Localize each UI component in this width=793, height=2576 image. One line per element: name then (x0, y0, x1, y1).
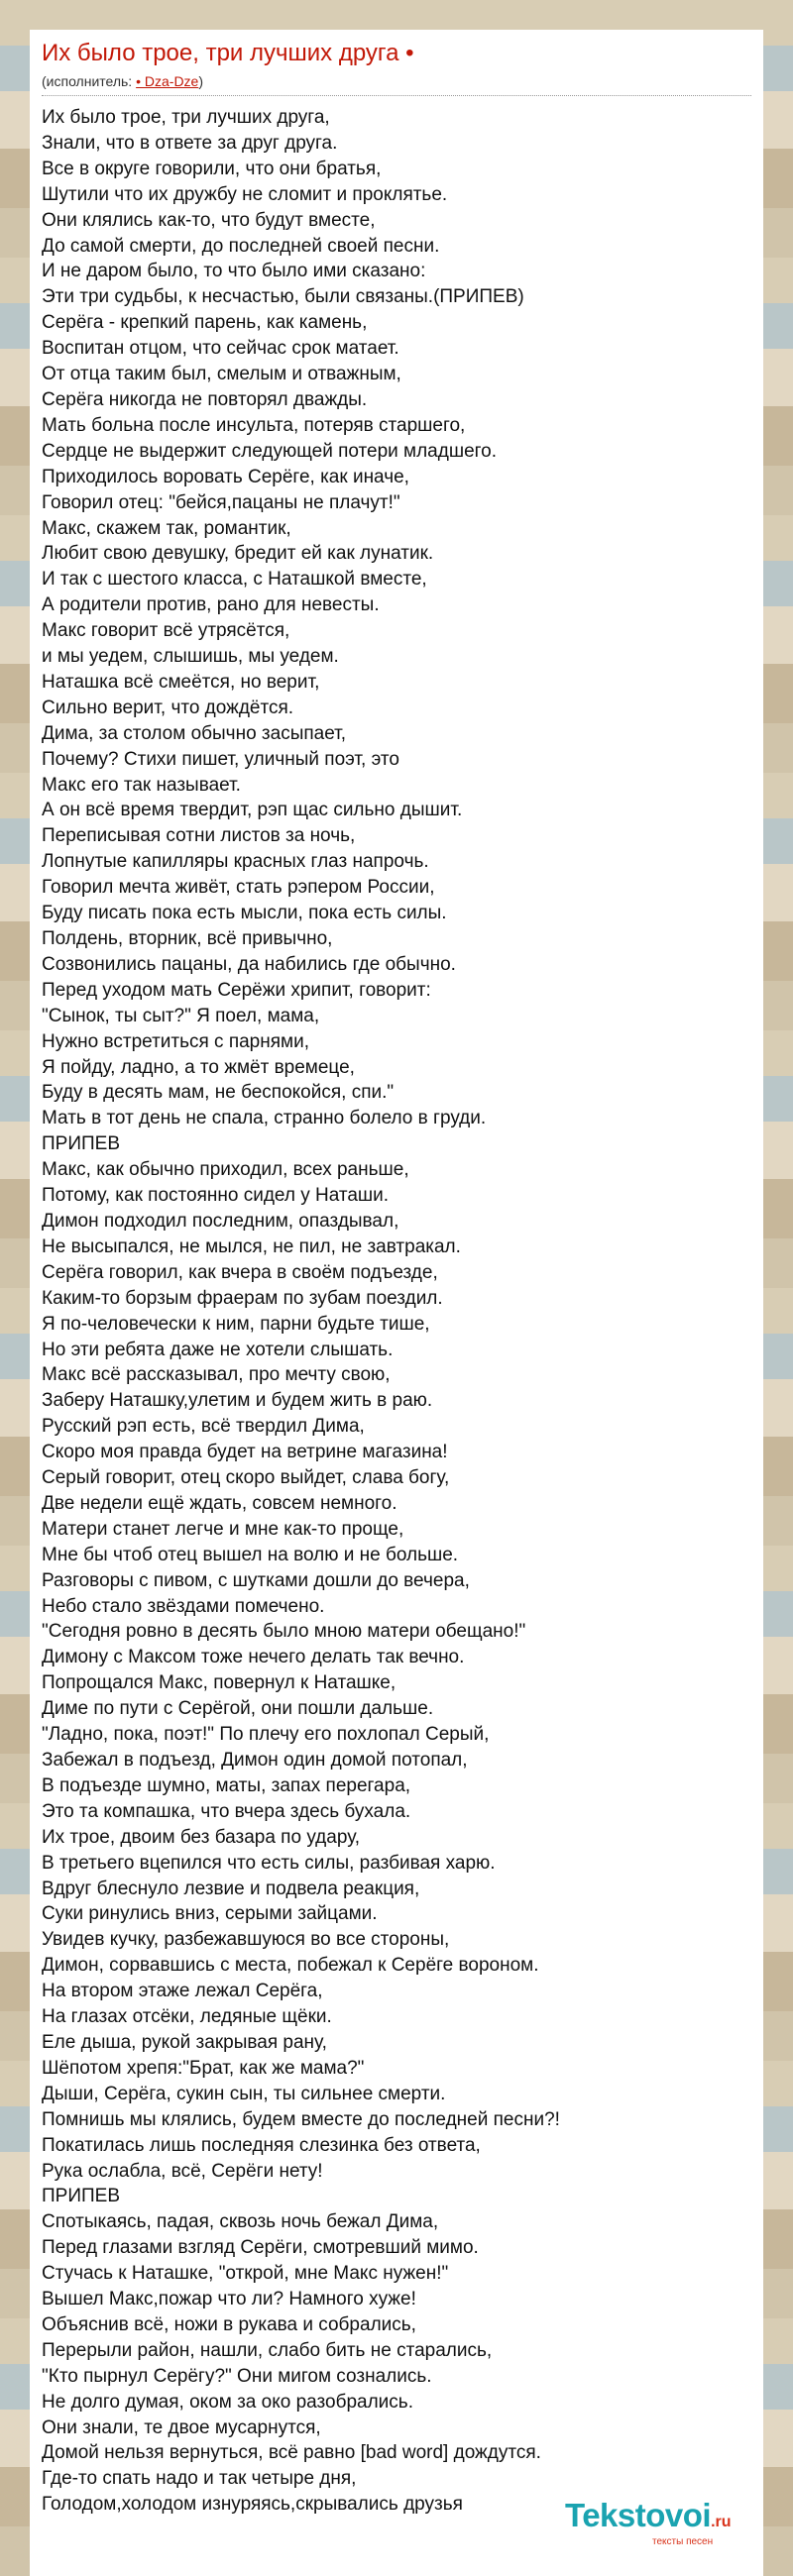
lyric-line: Их трое, двоим без базара по удару, (42, 1826, 361, 1848)
lyric-line: А родители против, рано для невесты. (42, 594, 380, 616)
lyric-line: Вышел Макс,пожар что ли? Намного хуже! (42, 2289, 416, 2310)
lyric-line: Говорил мечта живёт, стать рэпером России, (42, 877, 435, 899)
lyric-line: Полдень, вторник, всё привычно, (42, 928, 333, 949)
lyric-line: Забежал в подъезд, Димон один домой потопал, (42, 1750, 468, 1771)
lyric-line: Приходилось воровать Серёге, как иначе, (42, 466, 409, 487)
lyric-line: На глазах отсёки, ледяные щёки. (42, 2006, 332, 2028)
artist-link[interactable]: • Dza-Dze (136, 73, 199, 89)
lyric-line: Лопнутые капилляры красных глаз напрочь. (42, 851, 429, 873)
lyric-line: Воспитан отцом, что сейчас срок матает. (42, 338, 399, 360)
logo-domain: .ru (711, 2514, 732, 2530)
lyric-line: Не долго думая, оком за око разобрались. (42, 2391, 413, 2413)
lyric-line: А он всё время твердит, рэп щас сильно дышит. (42, 800, 463, 821)
lyric-line: На втором этаже лежал Серёга, (42, 1981, 323, 2002)
logo-text: Tekstovoi (565, 2497, 712, 2533)
lyric-line: Я по-человечески к ним, парни будьте тише, (42, 1313, 430, 1335)
lyric-line: До самой смерти, до последней своей песни. (42, 235, 440, 257)
lyric-line: "Кто пырнул Серёгу?" Они мигом сознались. (42, 2365, 432, 2387)
lyric-line: Серёга никогда не повторял дважды. (42, 388, 368, 410)
lyric-line: Это та компашка, что вчера здесь бухала. (42, 1800, 411, 1822)
lyric-line: Разговоры с пивом, с шутками дошли до вечера, (42, 1569, 470, 1591)
lyric-line: В третьего вцепился что есть силы, разбивая харю. (42, 1852, 496, 1874)
lyric-line: Все в округе говорили, что они братья, (42, 158, 382, 179)
lyric-line: Они знали, те двое мусарнутся, (42, 2416, 321, 2438)
artist-suffix: ) (198, 73, 204, 89)
lyric-line: Русский рэп есть, всё твердил Дима, (42, 1416, 365, 1438)
lyric-line: Их было трое, три лучших друга, (42, 107, 330, 128)
lyric-line: Почему? Стихи пишет, уличный поэт, это (42, 748, 399, 770)
lyric-line: Помнишь мы клялись, будем вместе до последней песни?! (42, 2108, 560, 2130)
lyric-line: Увидев кучку, разбежавшуюся во все стороны, (42, 1929, 450, 1951)
lyric-line: Попрощался Макс, повернул к Наташке, (42, 1672, 396, 1694)
site-logo[interactable] (565, 2497, 732, 2547)
lyric-line: Небо стало звёздами помечено. (42, 1595, 325, 1617)
lyric-line: Где-то спать надо и так четыре дня, (42, 2468, 357, 2490)
lyric-line: Они клялись как-то, что будут вместе, (42, 209, 376, 231)
lyric-line: Любит свою девушку, бредит ей как лунатик. (42, 543, 434, 565)
lyric-line: Серёга говорил, как вчера в своём подъезде, (42, 1261, 438, 1283)
lyric-line: Эти три судьбы, к несчастью, были связаны.(ПРИПЕВ) (42, 286, 524, 308)
lyric-line: Серый говорит, отец скоро выйдет, слава богу, (42, 1467, 450, 1489)
lyric-line: Перерыли район, нашли, слабо бить не старались, (42, 2339, 493, 2361)
lyric-line: Дима, за столом обычно засыпает, (42, 722, 347, 744)
lyric-line: ПРИПЕВ (42, 2186, 120, 2207)
lyric-line: От отца таким был, смелым и отважным, (42, 364, 401, 385)
lyric-line: Переписывая сотни листов за ночь, (42, 825, 356, 847)
lyric-line: Дыши, Серёга, сукин сын, ты сильнее смерти. (42, 2083, 446, 2104)
lyric-line: Вдруг блеснуло лезвие и подвела реакция, (42, 1878, 420, 1899)
lyric-line: Еле дыша, рукой закрывая рану, (42, 2031, 327, 2053)
lyric-line: Говорил отец: "бейся,пацаны не плачут!" (42, 491, 400, 513)
artist-line (42, 73, 203, 89)
lyric-line: В подъезде шумно, маты, запах перегара, (42, 1774, 411, 1796)
lyric-line: Потому, как постоянно сидел у Наташи. (42, 1185, 390, 1207)
lyric-line: Созвонились пацаны, да набились где обычно. (42, 953, 456, 975)
lyric-line: Диме по пути с Серёгой, они пошли дальше. (42, 1698, 434, 1720)
lyric-line: Заберу Наташку,улетим и будем жить в раю. (42, 1390, 433, 1412)
lyric-line: Спотыкаясь, падая, сквозь ночь бежал Дима, (42, 2211, 439, 2233)
lyric-line: Голодом,холодом изнуряясь,скрывались друзья (42, 2494, 463, 2516)
lyric-line: Я пойду, ладно, а то жмёт времеце, (42, 1056, 355, 1078)
lyric-line: Домой нельзя вернуться, всё равно [bad word] дождутся. (42, 2442, 541, 2464)
lyric-line: Перед глазами взгляд Серёги, смотревший мимо. (42, 2237, 479, 2259)
lyric-line: Макс всё рассказывал, про мечту свою, (42, 1364, 391, 1386)
lyric-line: Макс, скажем так, романтик, (42, 517, 291, 539)
lyric-line: Матери станет легче и мне как-то проще, (42, 1518, 404, 1540)
lyric-line: Мать в тот день не спала, странно болело в груди. (42, 1108, 487, 1129)
lyric-line: Макс, как обычно приходил, всех раньше, (42, 1159, 409, 1181)
lyric-line: Знали, что в ответе за друг друга. (42, 132, 338, 154)
lyric-line: "Сынок, ты сыт?" Я поел, мама, (42, 1005, 320, 1026)
lyric-line: Перед уходом мать Серёжи хрипит, говорит: (42, 979, 431, 1001)
lyric-line: Две недели ещё ждать, совсем немного. (42, 1492, 397, 1514)
song-title: Их было трое, три лучших друга • (42, 40, 414, 66)
lyric-line: Шутили что их дружбу не сломит и проклятье. (42, 183, 448, 205)
lyric-line: Мать больна после инсульта, потеряв старшего, (42, 414, 466, 436)
lyric-line: Сердце не выдержит следующей потери младшего. (42, 440, 498, 462)
artist-prefix: (исполнитель: (42, 73, 133, 89)
lyrics-block (42, 105, 755, 2518)
lyric-line: "Сегодня ровно в десять было мною матери обещано!" (42, 1621, 526, 1643)
lyric-line: Наташка всё смеётся, но верит, (42, 671, 320, 693)
lyric-line: Серёга - крепкий парень, как камень, (42, 312, 368, 334)
lyric-line: ПРИПЕВ (42, 1133, 120, 1155)
lyric-line: "Ладно, пока, поэт!" По плечу его похлопал Серый, (42, 1724, 490, 1746)
lyric-line: Буду в десять мам, не беспокойся, спи." (42, 1082, 395, 1104)
lyric-line: Скоро моя правда будет на ветрине магазина! (42, 1442, 448, 1463)
lyric-line: Покатилась лишь последняя слезинка без ответа, (42, 2134, 481, 2156)
lyric-line: Суки ринулись вниз, серыми зайцами. (42, 1903, 378, 1925)
logo-tagline: тексты песен (652, 2536, 714, 2547)
lyric-line: Каким-то борзым фраерам по зубам поездил. (42, 1287, 443, 1309)
lyric-line: Стучась к Наташке, "открой, мне Макс нужен!" (42, 2263, 449, 2285)
lyric-line: Макс говорит всё утрясётся, (42, 620, 290, 642)
lyric-line: И не даром было, то что было ими сказано: (42, 261, 426, 282)
lyric-line: и мы уедем, слышишь, мы уедем. (42, 646, 339, 668)
lyric-line: Макс его так называет. (42, 774, 241, 796)
header-divider (42, 95, 751, 96)
lyric-line: Димон подходил последним, опаздывал, (42, 1210, 399, 1232)
lyric-line: Мне бы чтоб отец вышел на волю и не больше. (42, 1544, 459, 1565)
lyric-line: Шёпотом хрепя:"Брат, как же мама?" (42, 2057, 365, 2079)
lyric-line: Буду писать пока есть мысли, пока есть силы. (42, 903, 447, 924)
lyric-line: Нужно встретиться с парнями, (42, 1030, 309, 1052)
lyric-line: И так с шестого класса, с Наташкой вместе, (42, 569, 427, 590)
lyric-line: Объяснив всё, ножи в рукава и собрались, (42, 2313, 416, 2335)
lyric-line: Сильно верит, что дождётся. (42, 697, 294, 718)
lyric-line: Димон, сорвавшись с места, побежал к Серёге вороном. (42, 1955, 539, 1977)
lyric-line: Димону с Максом тоже нечего делать так вечно. (42, 1647, 465, 1668)
lyric-line: Не высыпался, не мылся, не пил, не завтракал. (42, 1235, 461, 1257)
lyric-line: Рука ослабла, всё, Серёги нету! (42, 2160, 323, 2182)
lyric-line: Но эти ребята даже не хотели слышать. (42, 1339, 394, 1360)
